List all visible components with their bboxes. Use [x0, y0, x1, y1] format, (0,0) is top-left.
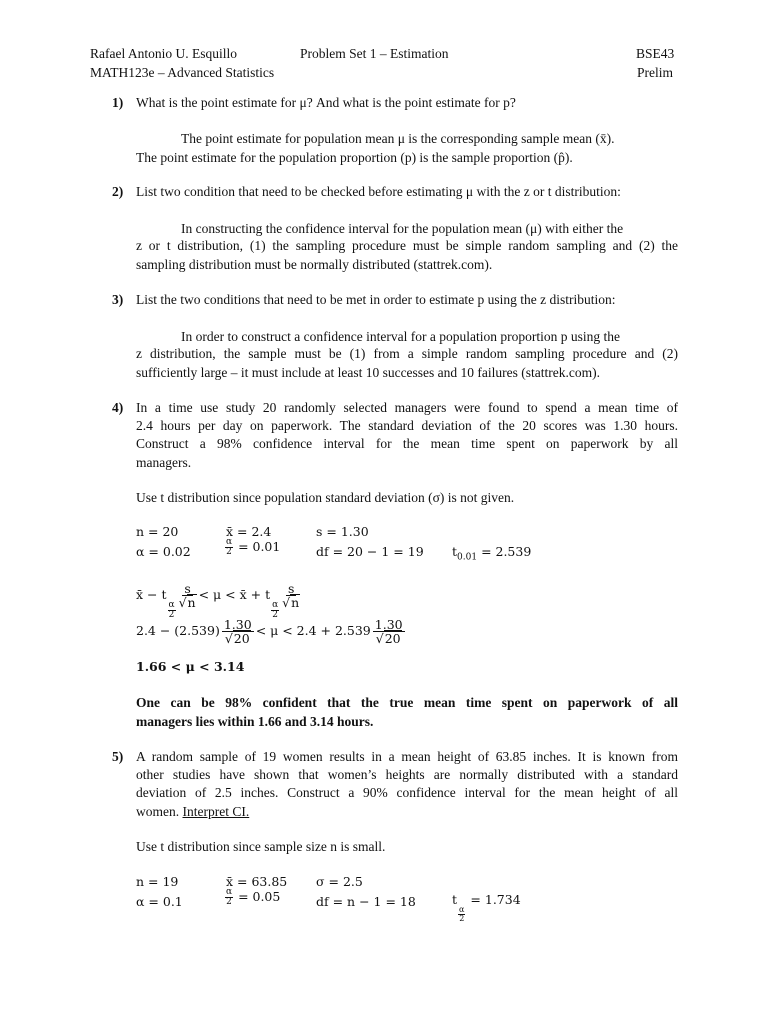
- answer-line: sampling distribution must be normally distributed (stattrek.com).: [136, 257, 493, 272]
- question-number: 5): [112, 749, 124, 764]
- t-alpha-half-subscript: $\frac{\alpha}{2}$: [459, 905, 465, 923]
- question-line: A random sample of 19 women results in a mean height of 63.85 inches. It is known from: [136, 749, 678, 764]
- fraction-denominator: √n: [178, 595, 196, 611]
- question-number: 2): [112, 184, 124, 199]
- question-text: List two condition that need to be checked before estimating μ with the z or t distribution:: [136, 184, 621, 199]
- given-df: df = 20 − 1 = 19: [316, 544, 424, 559]
- given-alpha-half: [224, 538, 280, 557]
- question-line: Construct a 98% confidence interval for the mean time spent on paperwork by all: [136, 436, 678, 451]
- t-alpha-half-subscript: $\frac{\alpha}{2}$: [168, 600, 175, 621]
- interpret-ci-text: Interpret CI.: [182, 804, 250, 819]
- question-line: 2.4 hours per day on paperwork. The standard deviation of the 20 scores was 1.30 hours.: [136, 418, 678, 433]
- answer-line: The point estimate for population mean μ is the corresponding sample mean (x̄).: [181, 131, 615, 146]
- substitution-mid: < μ < 2.4 + 2.539: [255, 623, 371, 639]
- ci-result: 1.66 < μ < 3.14: [136, 659, 245, 674]
- s-over-sqrt-n-value: $\frac{1.30}{√20}$: [223, 617, 252, 647]
- term-label: Prelim: [637, 65, 673, 80]
- answer-line: In constructing the confidence interval for the population mean (μ) with either the: [181, 221, 624, 236]
- question-line: managers.: [136, 455, 192, 470]
- given-n: n = 20: [136, 524, 179, 539]
- given-alpha: α = 0.02: [136, 544, 191, 559]
- given-t-critical: [452, 892, 521, 923]
- answer-line: z distribution, the sample must be (1) from a simple random sampling procedure and (2): [136, 346, 678, 361]
- question-text: List the two conditions that need to be met in order to estimate p using the z distribution:: [136, 292, 616, 307]
- answer-line: sufficiently large – it must include at least 10 successes and 10 failures (stattrek.com).: [136, 365, 600, 380]
- method-note: Use t distribution since sample size n is small.: [136, 839, 386, 854]
- question-number: 4): [112, 400, 124, 415]
- section-code: BSE43: [636, 46, 675, 61]
- fraction-numerator: α: [226, 537, 233, 547]
- alpha-half-fraction: [225, 538, 233, 557]
- alpha-half-fraction: $\frac{\alpha}{2}$: [226, 887, 233, 907]
- given-s: s = 1.30: [316, 524, 369, 539]
- question-number: 1): [112, 95, 124, 110]
- given-xbar: x̄ = 2.4: [226, 524, 272, 539]
- fraction-denominator: 2: [226, 547, 232, 557]
- given-alpha: α = 0.1: [136, 894, 183, 909]
- t-value: = 2.539: [481, 544, 532, 559]
- t-subscript: 0.01: [457, 552, 478, 563]
- given-sigma: σ = 2.5: [316, 874, 363, 889]
- t-value: = 1.734: [470, 892, 521, 907]
- conclusion-line: managers lies within 1.66 and 3.14 hours.: [136, 714, 374, 729]
- given-t-critical: [452, 544, 531, 563]
- conclusion-line: One can be 98% confident that the true mean time spent on paperwork of all: [136, 695, 678, 710]
- alpha-half-value: = 0.01: [238, 539, 281, 554]
- question-text: What is the point estimate for μ? And what is the point estimate for p?: [136, 95, 516, 110]
- given-alpha-half: [224, 888, 280, 907]
- s-over-sqrt-n: [282, 582, 300, 609]
- question-line: other studies have shown that women’s heights are normally distributed with a standard: [136, 767, 678, 782]
- s-over-sqrt-n: [179, 582, 197, 609]
- fraction-numerator: s: [184, 581, 191, 596]
- answer-line: The point estimate for the population proportion (p) is the sample proportion (p̂).: [136, 150, 573, 165]
- formula-mid: < μ < x̄ + t: [198, 587, 271, 603]
- s-over-sqrt-n-value: $\frac{1.30}{√20}$: [374, 617, 403, 647]
- fraction-numerator: s: [287, 581, 295, 596]
- t-alpha-half-subscript: $\frac{\alpha}{2}$: [272, 600, 279, 621]
- given-n: n = 19: [136, 874, 179, 889]
- course-name: MATH123e – Advanced Statistics: [90, 65, 275, 80]
- ci-formula: [136, 582, 302, 620]
- question-line: deviation of 2.5 inches. Construct a 90% confidence interval for the mean height of all: [136, 785, 678, 800]
- author-name: Rafael Antonio U. Esquillo: [90, 46, 237, 61]
- given-df: df = n − 1 = 18: [316, 894, 416, 909]
- t-symbol: t: [452, 892, 458, 907]
- question-line: women. Interpret CI.: [136, 804, 250, 819]
- fraction-denominator: √n: [282, 595, 300, 611]
- method-note: Use t distribution since population standard deviation (σ) is not given.: [136, 490, 515, 505]
- question-line: In a time use study 20 randomly selected managers were found to spend a mean time of: [136, 400, 678, 415]
- question-number: 3): [112, 292, 124, 307]
- t-symbol: t: [452, 544, 458, 559]
- formula-lhs: x̄ − t: [136, 587, 167, 603]
- alpha-half-value: = 0.05: [238, 889, 281, 904]
- answer-line: In order to construct a confidence interval for a population proportion p using the: [181, 329, 620, 344]
- substitution-lhs: 2.4 − (2.539): [136, 623, 220, 639]
- answer-line: z or t distribution, (1) the sampling procedure must be simple random sampling and (2) the: [136, 238, 678, 253]
- ci-substitution: [136, 618, 407, 645]
- given-xbar: x̄ = 63.85: [226, 874, 288, 889]
- document-title: Problem Set 1 – Estimation: [300, 46, 449, 61]
